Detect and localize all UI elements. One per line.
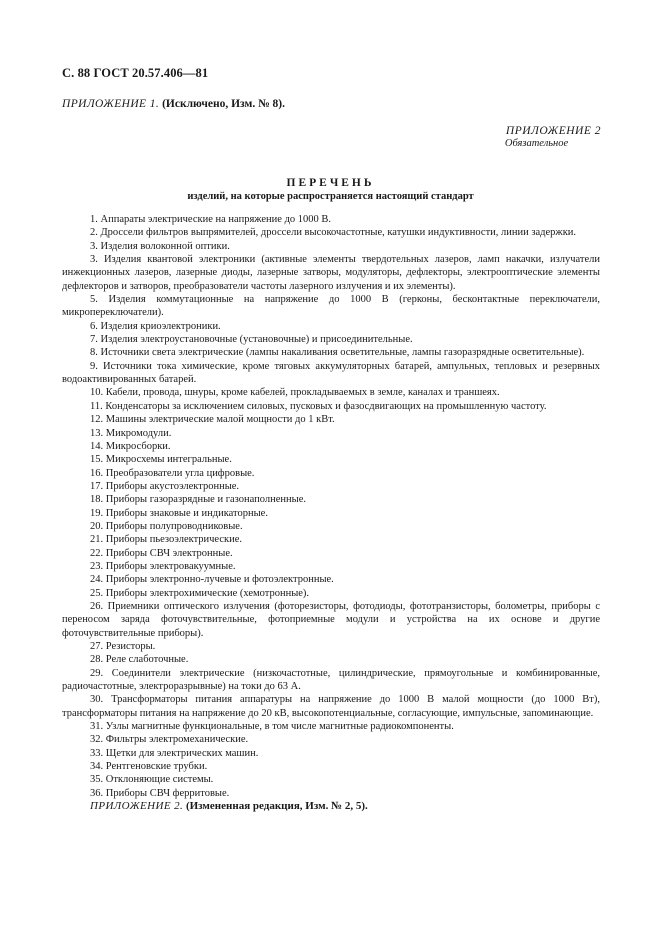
- revision-note-label: ПРИЛОЖЕНИЕ 2.: [90, 800, 184, 813]
- item-number: 23.: [90, 560, 104, 572]
- list-item: [62, 346, 600, 359]
- item-list: [62, 213, 600, 813]
- item-number: 32.: [90, 734, 104, 746]
- appendix-2-heading: [506, 125, 601, 149]
- item-number: 1.: [90, 214, 98, 225]
- item-text: Изделия криоэлектроники.: [100, 320, 221, 332]
- item-text: Рентгеновские трубки.: [105, 761, 208, 773]
- item-text: Изделия коммутационные на напряжение до 1000 В (герконы, бесконтактные переключатели, микропереключатели).: [62, 294, 601, 319]
- list-item: [62, 520, 600, 533]
- appendix-2-status: Обязательное: [504, 138, 569, 149]
- list-item: [62, 386, 600, 399]
- appendix-1-text: (Исключено, Изм. № 8).: [162, 98, 285, 110]
- item-number: 3.: [90, 254, 98, 266]
- item-text: Изделия волоконной оптики.: [100, 240, 230, 252]
- item-text: Микросхемы интегральные.: [105, 454, 232, 466]
- item-text: Приборы пьезоэлектрические.: [105, 534, 243, 546]
- item-text: Машины электрические малой мощности до 1 кВт.: [105, 414, 335, 426]
- list-item: [62, 760, 600, 773]
- list-item: [62, 213, 600, 226]
- item-text: Отклоняющие системы.: [105, 774, 214, 786]
- list-item: [62, 640, 600, 653]
- item-number: 36.: [90, 787, 104, 799]
- item-number: 31.: [90, 721, 104, 733]
- item-number: 6.: [90, 320, 98, 332]
- item-number: 9.: [90, 360, 98, 372]
- item-text: Узлы магнитные функциональные, в том числе магнитные радиокомпоненты.: [105, 721, 454, 733]
- list-item: [62, 360, 600, 387]
- list-item: [62, 453, 600, 466]
- item-number: 13.: [90, 427, 104, 439]
- item-text: Соединители электрические (низкочастотные, цилиндрические, прямоугольные и комбинированные, радиочастотные, электроразрывные) на токи до 63 А.: [62, 667, 601, 693]
- item-number: 22.: [90, 547, 104, 559]
- item-number: 30.: [90, 694, 104, 706]
- item-number: 11.: [90, 400, 103, 412]
- list-item: [62, 293, 600, 320]
- item-text: Щетки для электрических машин.: [105, 747, 259, 759]
- item-number: 8.: [90, 347, 98, 359]
- list-title: ПЕРЕЧЕНЬ: [286, 177, 375, 189]
- item-number: 34.: [90, 761, 104, 773]
- item-number: 12.: [90, 414, 104, 426]
- item-number: 21.: [90, 534, 104, 546]
- item-text: Приемники оптического излучения (фоторезисторы, фотодиоды, фототранзисторы, болометры, приборы с переносом заряда фоточувствительные, фотоприемные модули и устройства на их основе и другие фоточувствительные приборы).: [62, 600, 600, 639]
- list-item: [62, 787, 600, 800]
- item-text: Микромодули.: [105, 427, 172, 439]
- revision-note-text: (Измененная редакция, Изм. № 2, 5).: [185, 800, 368, 813]
- list-item: [62, 226, 600, 239]
- item-number: 14.: [90, 440, 104, 452]
- list-item: [62, 600, 600, 640]
- item-number: 17.: [90, 480, 104, 492]
- list-item: [62, 440, 600, 453]
- item-text: Приборы знаковые и индикаторные.: [105, 507, 268, 519]
- item-number: 15.: [90, 454, 104, 466]
- item-text: Источники тока химические, кроме тяговых аккумуляторных батарей, ампульных, тепловых и резервных водоактивированных батарей.: [62, 360, 601, 386]
- item-text: Фильтры электромеханические.: [105, 734, 249, 746]
- list-item: [62, 560, 600, 573]
- list-item: [62, 253, 600, 293]
- list-subtitle: изделий, на которые распространяется настоящий стандарт: [187, 191, 474, 202]
- item-text: Резисторы.: [105, 641, 156, 652]
- item-number: 16.: [90, 467, 104, 479]
- item-text: Конденсаторы за исключением силовых, пусковых и фазосдвигающих на промышленную частоту.: [105, 400, 547, 412]
- list-item: [62, 400, 600, 413]
- list-item: [62, 240, 600, 253]
- list-item: [62, 747, 600, 760]
- list-item: [62, 427, 600, 440]
- item-text: Микросборки.: [105, 440, 171, 452]
- item-number: 19.: [90, 507, 104, 519]
- item-text: Приборы электрохимические (хемотронные).: [105, 587, 310, 599]
- item-text: Аппараты электрические на напряжение до 1000 В.: [100, 214, 332, 225]
- appendix-2-revision-note: [62, 800, 600, 813]
- item-number: 10.: [90, 387, 104, 399]
- item-text: Приборы газоразрядные и газонаполненные.: [105, 494, 306, 506]
- item-text: Изделия квантовой электроники (активные элементы твердотельных лазеров, ламп накачки, излучатели инжекционных лазеров, лазерные диоды, лазерные затворы, модуляторы, дефлекторы, электрооптические элементы дефлекторов и затворов, преобразователи частоты лазерного излучения и их элементы).: [62, 254, 601, 292]
- list-item: [62, 533, 600, 546]
- appendix-1-note: [62, 98, 285, 110]
- item-number: 33.: [90, 747, 104, 759]
- page-header: С. 88 ГОСТ 20.57.406—81: [62, 66, 209, 80]
- item-text: Трансформаторы питания аппаратуры на напряжение до 1000 В малой мощности (до 1000 Вт), трансформаторы питания на напряжение до 20 кВ, высокопотенциальные, согласующие, импульсные, запоминающие.: [62, 694, 601, 719]
- item-number: 3.: [90, 240, 98, 252]
- item-text: Приборы электровакуумные.: [105, 560, 236, 572]
- item-number: 24.: [90, 574, 104, 586]
- list-item: [62, 547, 600, 560]
- list-item: [62, 493, 600, 506]
- item-text: Дроссели фильтров выпрямителей, дроссели высокочастотные, катушки индуктивности, линии задержки.: [100, 227, 577, 239]
- list-item: [62, 667, 600, 694]
- list-item: [62, 480, 600, 493]
- list-item: [62, 733, 600, 746]
- item-number: 5.: [90, 294, 98, 306]
- item-number: 20.: [90, 520, 104, 532]
- item-text: Изделия электроустановочные (установочные) и присоединительные.: [100, 334, 413, 346]
- item-number: 27.: [90, 641, 104, 652]
- item-number: 28.: [90, 654, 104, 666]
- list-item: [62, 507, 600, 520]
- list-item: [62, 587, 600, 600]
- list-item: [62, 720, 600, 733]
- appendix-2-label: ПРИЛОЖЕНИЕ 2: [505, 125, 601, 137]
- item-number: 2.: [90, 227, 98, 239]
- item-number: 35.: [90, 774, 104, 786]
- item-text: Приборы полупроводниковые.: [105, 520, 243, 532]
- item-text: Источники света электрические (лампы накаливания осветительные, лампы газоразрядные осветительные).: [100, 347, 585, 359]
- list-item: [62, 653, 600, 666]
- item-text: Преобразователи угла цифровые.: [105, 467, 255, 479]
- item-number: 25.: [90, 587, 104, 599]
- list-item: [62, 693, 600, 720]
- item-text: Приборы СВЧ электронные.: [105, 547, 233, 559]
- item-text: Реле слаботочные.: [105, 654, 189, 666]
- item-number: 29.: [90, 667, 104, 679]
- item-text: Приборы электронно-лучевые и фотоэлектронные.: [105, 574, 334, 586]
- list-item: [62, 573, 600, 586]
- item-number: 26.: [90, 600, 104, 612]
- list-item: [62, 413, 600, 426]
- list-item: [62, 467, 600, 480]
- item-number: 7.: [90, 334, 98, 346]
- list-item: [62, 773, 600, 786]
- item-text: Приборы СВЧ ферритовые.: [105, 787, 230, 799]
- item-number: 18.: [90, 494, 104, 506]
- item-text: Кабели, провода, шнуры, кроме кабелей, прокладываемых в земле, каналах и траншеях.: [105, 387, 500, 399]
- appendix-1-label: ПРИЛОЖЕНИЕ 1.: [62, 98, 160, 110]
- list-item: [62, 320, 600, 333]
- list-item: [62, 333, 600, 346]
- item-text: Приборы акустоэлектронные.: [105, 480, 240, 492]
